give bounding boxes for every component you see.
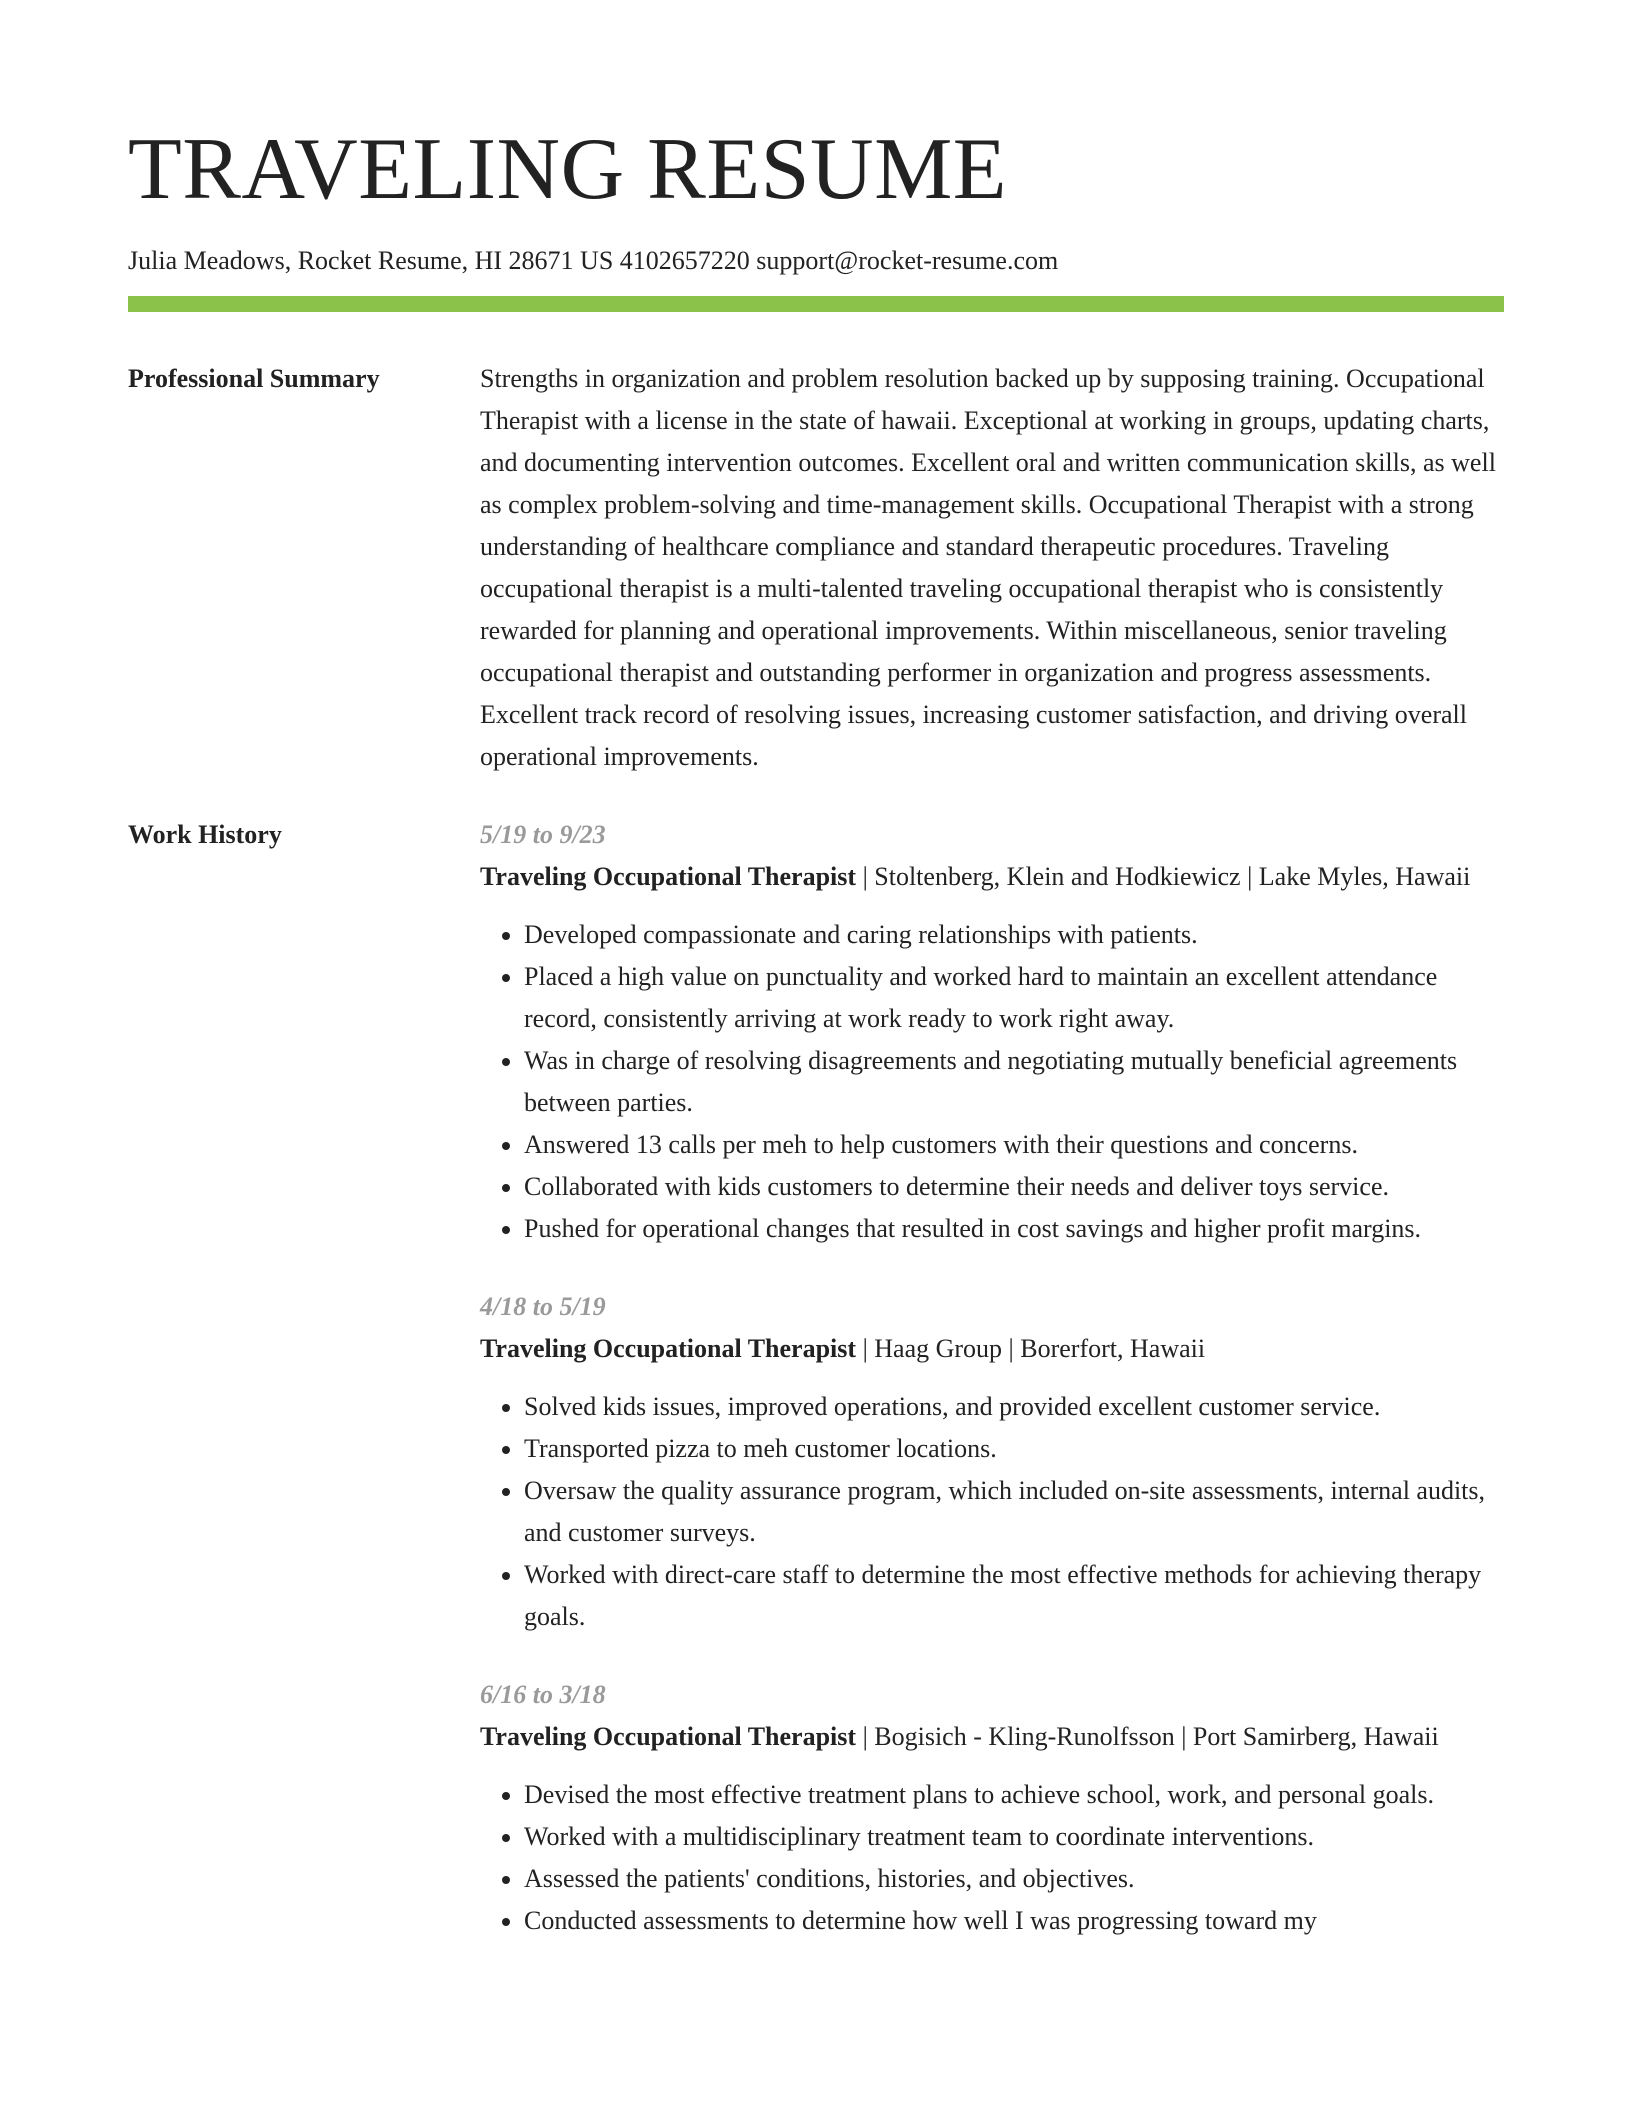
job-company-location: | Bogisich - Kling-Runolfsson | Port Samirberg, Hawaii <box>856 1722 1439 1751</box>
summary-section <box>128 358 1504 778</box>
job-heading <box>480 856 1504 898</box>
job-entry <box>480 1674 1504 1942</box>
job-bullet: • Worked with a multidisciplinary treatment team to coordinate interventions. <box>524 1816 1504 1858</box>
job-bullet-list <box>480 914 1504 1250</box>
job-title: Traveling Occupational Therapist <box>480 1722 857 1751</box>
job-bullet: • Answered 13 calls per meh to help customers with their questions and concerns. <box>524 1124 1504 1166</box>
resume-page <box>128 0 1504 1978</box>
job-entry <box>480 814 1504 1250</box>
job-bullet: • Conducted assessments to determine how well I was progressing toward my <box>524 1900 1504 1942</box>
job-bullet: • Solved kids issues, improved operations, and provided excellent customer service. <box>524 1386 1504 1428</box>
contact-phone: 4102657220 <box>619 246 750 275</box>
job-heading <box>480 1716 1504 1758</box>
job-bullet: • Worked with direct-care staff to determine the most effective methods for achieving therapy goals. <box>524 1554 1504 1638</box>
job-bullet: • Pushed for operational changes that resulted in cost savings and higher profit margins. <box>524 1208 1504 1250</box>
summary-text: Strengths in organization and problem resolution backed up by supposing training. Occupational Therapist with a license in the state of hawaii. Exceptional at working in groups, updating charts, and documenting intervention outcomes. Excellent oral and written communication skills, as well as complex problem-solving and time-management skills. Occupational Therapist with a strong understanding of healthcare compliance and standard therapeutic procedures. Traveling occupational therapist is a multi-talented traveling occupational therapist who is consistently rewarded for planning and operational improvements. Within miscellaneous, senior traveling occupational therapist and outstanding performer in organization and progress assessments. Excellent track record of resolving issues, increasing customer satisfaction, and driving overall operational improvements. <box>480 364 1496 771</box>
job-dates: 4/18 to 5/19 <box>480 1292 606 1321</box>
job-bullet: • Collaborated with kids customers to determine their needs and deliver toys service. <box>524 1166 1504 1208</box>
job-bullet: • Transported pizza to meh customer locations. <box>524 1428 1504 1470</box>
resume-title: TRAVELING RESUME <box>128 121 1008 218</box>
job-dates: 5/19 to 9/23 <box>480 820 606 849</box>
job-bullet: • Devised the most effective treatment plans to achieve school, work, and personal goals. <box>524 1774 1504 1816</box>
work-history-section <box>128 814 1504 1978</box>
job-title: Traveling Occupational Therapist <box>480 862 857 891</box>
job-bullet: • Placed a high value on punctuality and worked hard to maintain an excellent attendance record, consistently arriving at work ready to work right away. <box>524 956 1504 1040</box>
contact-name: Julia Meadows, <box>128 246 292 275</box>
work-history-heading: Work History <box>128 820 282 849</box>
job-dates: 6/16 to 3/18 <box>480 1680 606 1709</box>
job-bullet: • Oversaw the quality assurance program, which included on-site assessments, internal audits, and customer surveys. <box>524 1470 1504 1554</box>
job-bullet: • Was in charge of resolving disagreements and negotiating mutually beneficial agreements between parties. <box>524 1040 1504 1124</box>
job-title: Traveling Occupational Therapist <box>480 1334 857 1363</box>
accent-divider <box>128 296 1504 312</box>
job-company-location: | Stoltenberg, Klein and Hodkiewicz | Lake Myles, Hawaii <box>856 862 1471 891</box>
contact-location: Rocket Resume, HI 28671 US <box>297 246 614 275</box>
summary-heading: Professional Summary <box>128 364 380 393</box>
job-bullet: • Developed compassionate and caring relationships with patients. <box>524 914 1504 956</box>
contact-email[interactable]: support@rocket-resume.com <box>756 246 1059 275</box>
job-company-location: | Haag Group | Borerfort, Hawaii <box>856 1334 1206 1363</box>
job-heading <box>480 1328 1504 1370</box>
job-bullet: • Assessed the patients' conditions, histories, and objectives. <box>524 1858 1504 1900</box>
job-bullet-list <box>480 1386 1504 1638</box>
job-entry <box>480 1286 1504 1638</box>
contact-line <box>128 244 1504 278</box>
job-list <box>480 814 1504 1978</box>
job-bullet-list <box>480 1774 1504 1942</box>
